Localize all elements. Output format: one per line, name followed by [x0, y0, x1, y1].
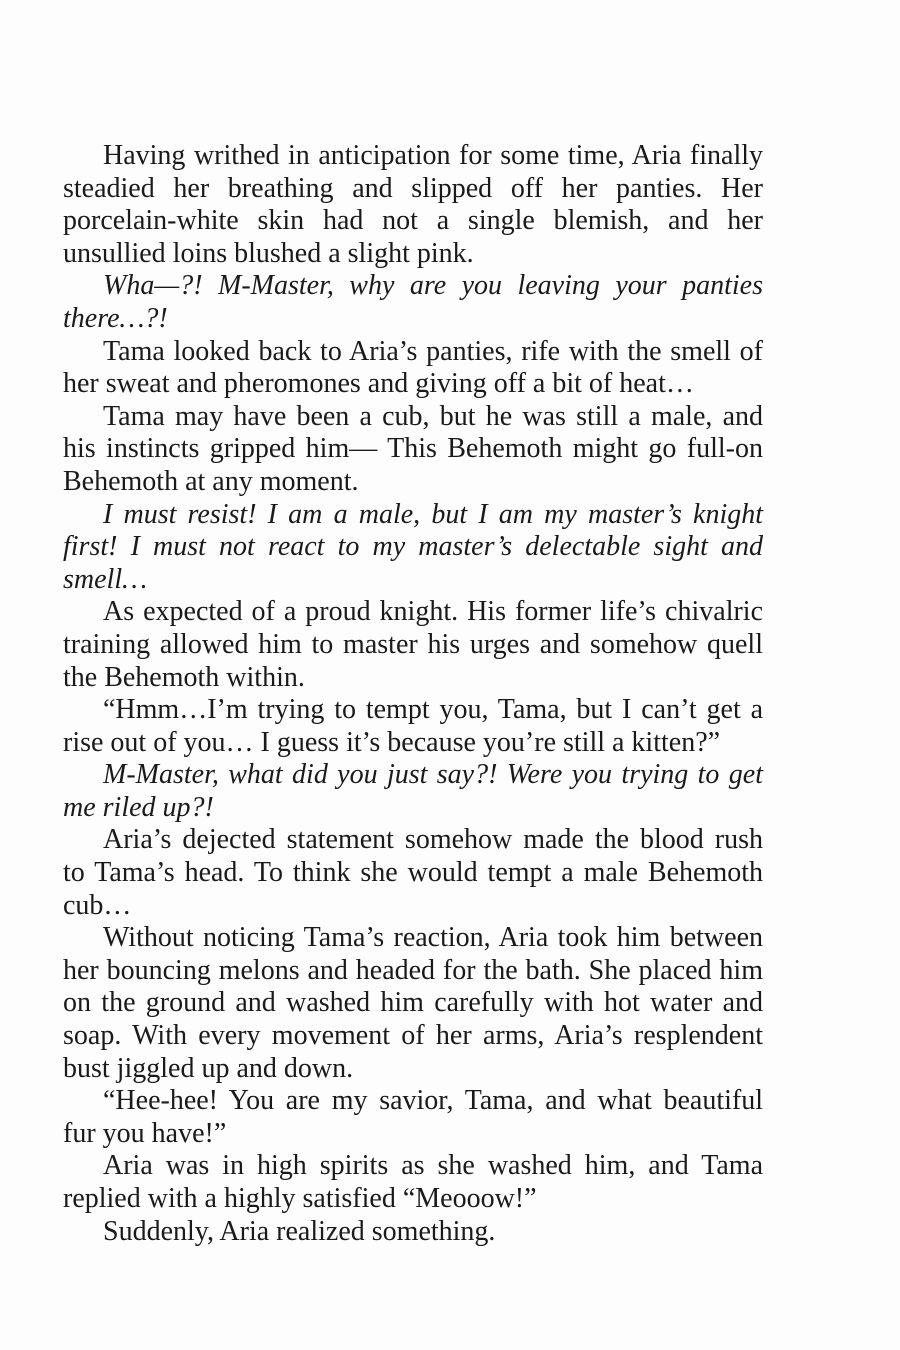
- paragraph: Aria was in high spirits as she washed him, and Tama replied with a highly satisfied “Meooow!”: [63, 1150, 763, 1214]
- paragraph: Without noticing Tama’s reaction, Aria took him between her bouncing melons and headed for the bath. She placed him on the ground and washed him carefully with hot water and soap. With every movement of her arms, Aria’s resplendent bust jiggled up and down.: [63, 922, 763, 1084]
- paragraph: As expected of a proud knight. His former life’s chivalric training allowed him to master his urges and somehow quell the Behemoth within.: [63, 596, 763, 693]
- paragraph-monologue: M-Master, what did you just say?! Were you trying to get me riled up?!: [63, 759, 763, 823]
- page-text-block: [63, 140, 763, 1248]
- paragraph: Having writhed in anticipation for some time, Aria finally steadied her breathing and slipped off her panties. Her porcelain-white skin had not a single blemish, and her unsullied loins blushed a slight pink.: [63, 140, 763, 269]
- paragraph-monologue: I must resist! I am a male, but I am my master’s knight first! I must not react to my master’s delectable sight and smell…: [63, 498, 763, 595]
- paragraph: Suddenly, Aria realized something.: [103, 1215, 496, 1247]
- paragraph-dialogue: “Hmm…I’m trying to tempt you, Tama, but I can’t get a rise out of you… I guess it’s because you’re still a kitten?”: [63, 694, 763, 758]
- paragraph: Tama may have been a cub, but he was still a male, and his instincts gripped him— This Behemoth might go full-on Behemoth at any moment.: [63, 400, 763, 497]
- paragraph: Tama looked back to Aria’s panties, rife with the smell of her sweat and pheromones and giving off a bit of heat…: [63, 335, 763, 400]
- paragraph-monologue: Wha—?! M-Master, why are you leaving your panties there…?!: [63, 270, 763, 334]
- paragraph-dialogue: “Hee-hee! You are my savior, Tama, and what beautiful fur you have!”: [63, 1085, 763, 1149]
- paragraph: Aria’s dejected statement somehow made the blood rush to Tama’s head. To think she would tempt a male Behemoth cub…: [63, 824, 763, 921]
